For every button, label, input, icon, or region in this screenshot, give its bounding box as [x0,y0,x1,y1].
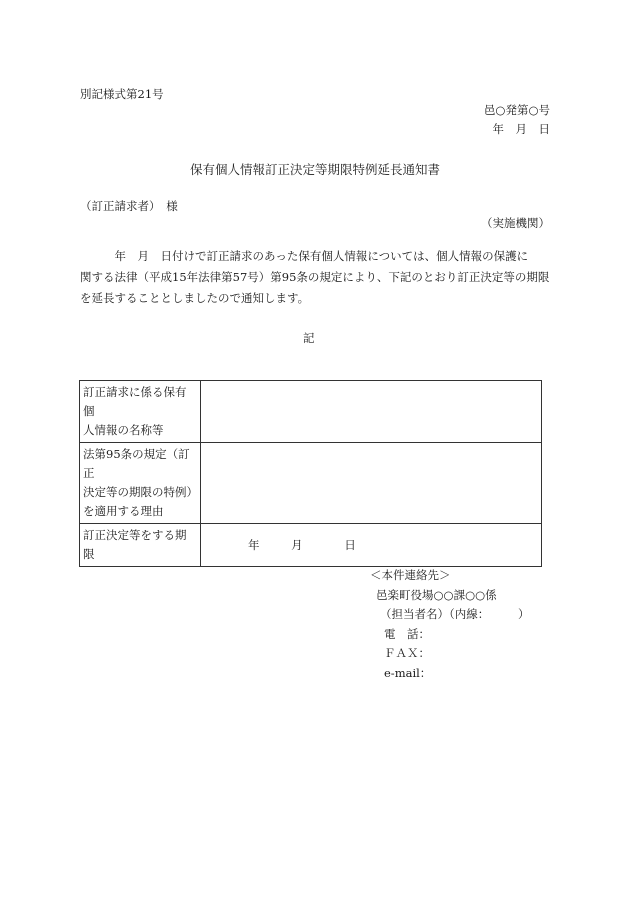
doc-number: 邑○発第○号 [483,103,550,117]
deadline-day: 日 [344,537,356,552]
reason-label-line: 決定等の期限の特例） [83,485,198,499]
issuer: （実施機関） [481,216,550,230]
name-label-cell [80,381,201,443]
deadline-year: 年 [248,537,260,552]
contact-phone: 電 話： [384,626,430,641]
contact-email: e-mail： [384,665,432,680]
detail-table [79,380,542,567]
ki-heading: 記 [303,331,315,345]
form-number: 別記様式第21号 [80,87,164,101]
contact-office: 邑楽町役場○○課○○係 [376,587,497,602]
reason-label-line: を適用する理由 [83,504,164,518]
contact-person: （担当者名）（内線： ） [380,607,530,621]
table-row [80,443,542,524]
body-line-2: 関する法律（平成15年法律第57号）第95条の規定により、下記のとおり訂正決定等の期限 [80,270,550,284]
reason-value-cell [201,443,542,524]
table-row [80,381,542,443]
deadline-label-cell: 訂正決定等をする期限 [80,524,201,567]
deadline-month: 月 [291,537,303,552]
body-line-3: を延長することとしましたので通知します。 [80,291,310,305]
reason-label-line: 法第95条の規定（訂正 [83,447,190,480]
table-row [80,524,542,567]
date-line: 年 月 日 [492,122,550,136]
body-line-1: 年 月 日付けで訂正請求のあった保有個人情報については、個人情報の保護に [80,249,529,263]
name-label-line: 訂正請求に係る保有個 [83,385,187,418]
deadline-value-cell [201,524,542,567]
name-label-line: 人情報の名称等 [83,423,164,437]
document-title: 保有個人情報訂正決定等期限特例延長通知書 [190,162,441,177]
reason-label-cell [80,443,201,524]
contact-block [370,566,530,683]
addressee: （訂正請求者） 様 [80,199,178,213]
body-paragraph [80,246,552,309]
name-value-cell [201,381,542,443]
contact-heading: ＜本件連絡先＞ [370,568,451,582]
contact-fax: ＦＡＸ： [384,646,430,660]
